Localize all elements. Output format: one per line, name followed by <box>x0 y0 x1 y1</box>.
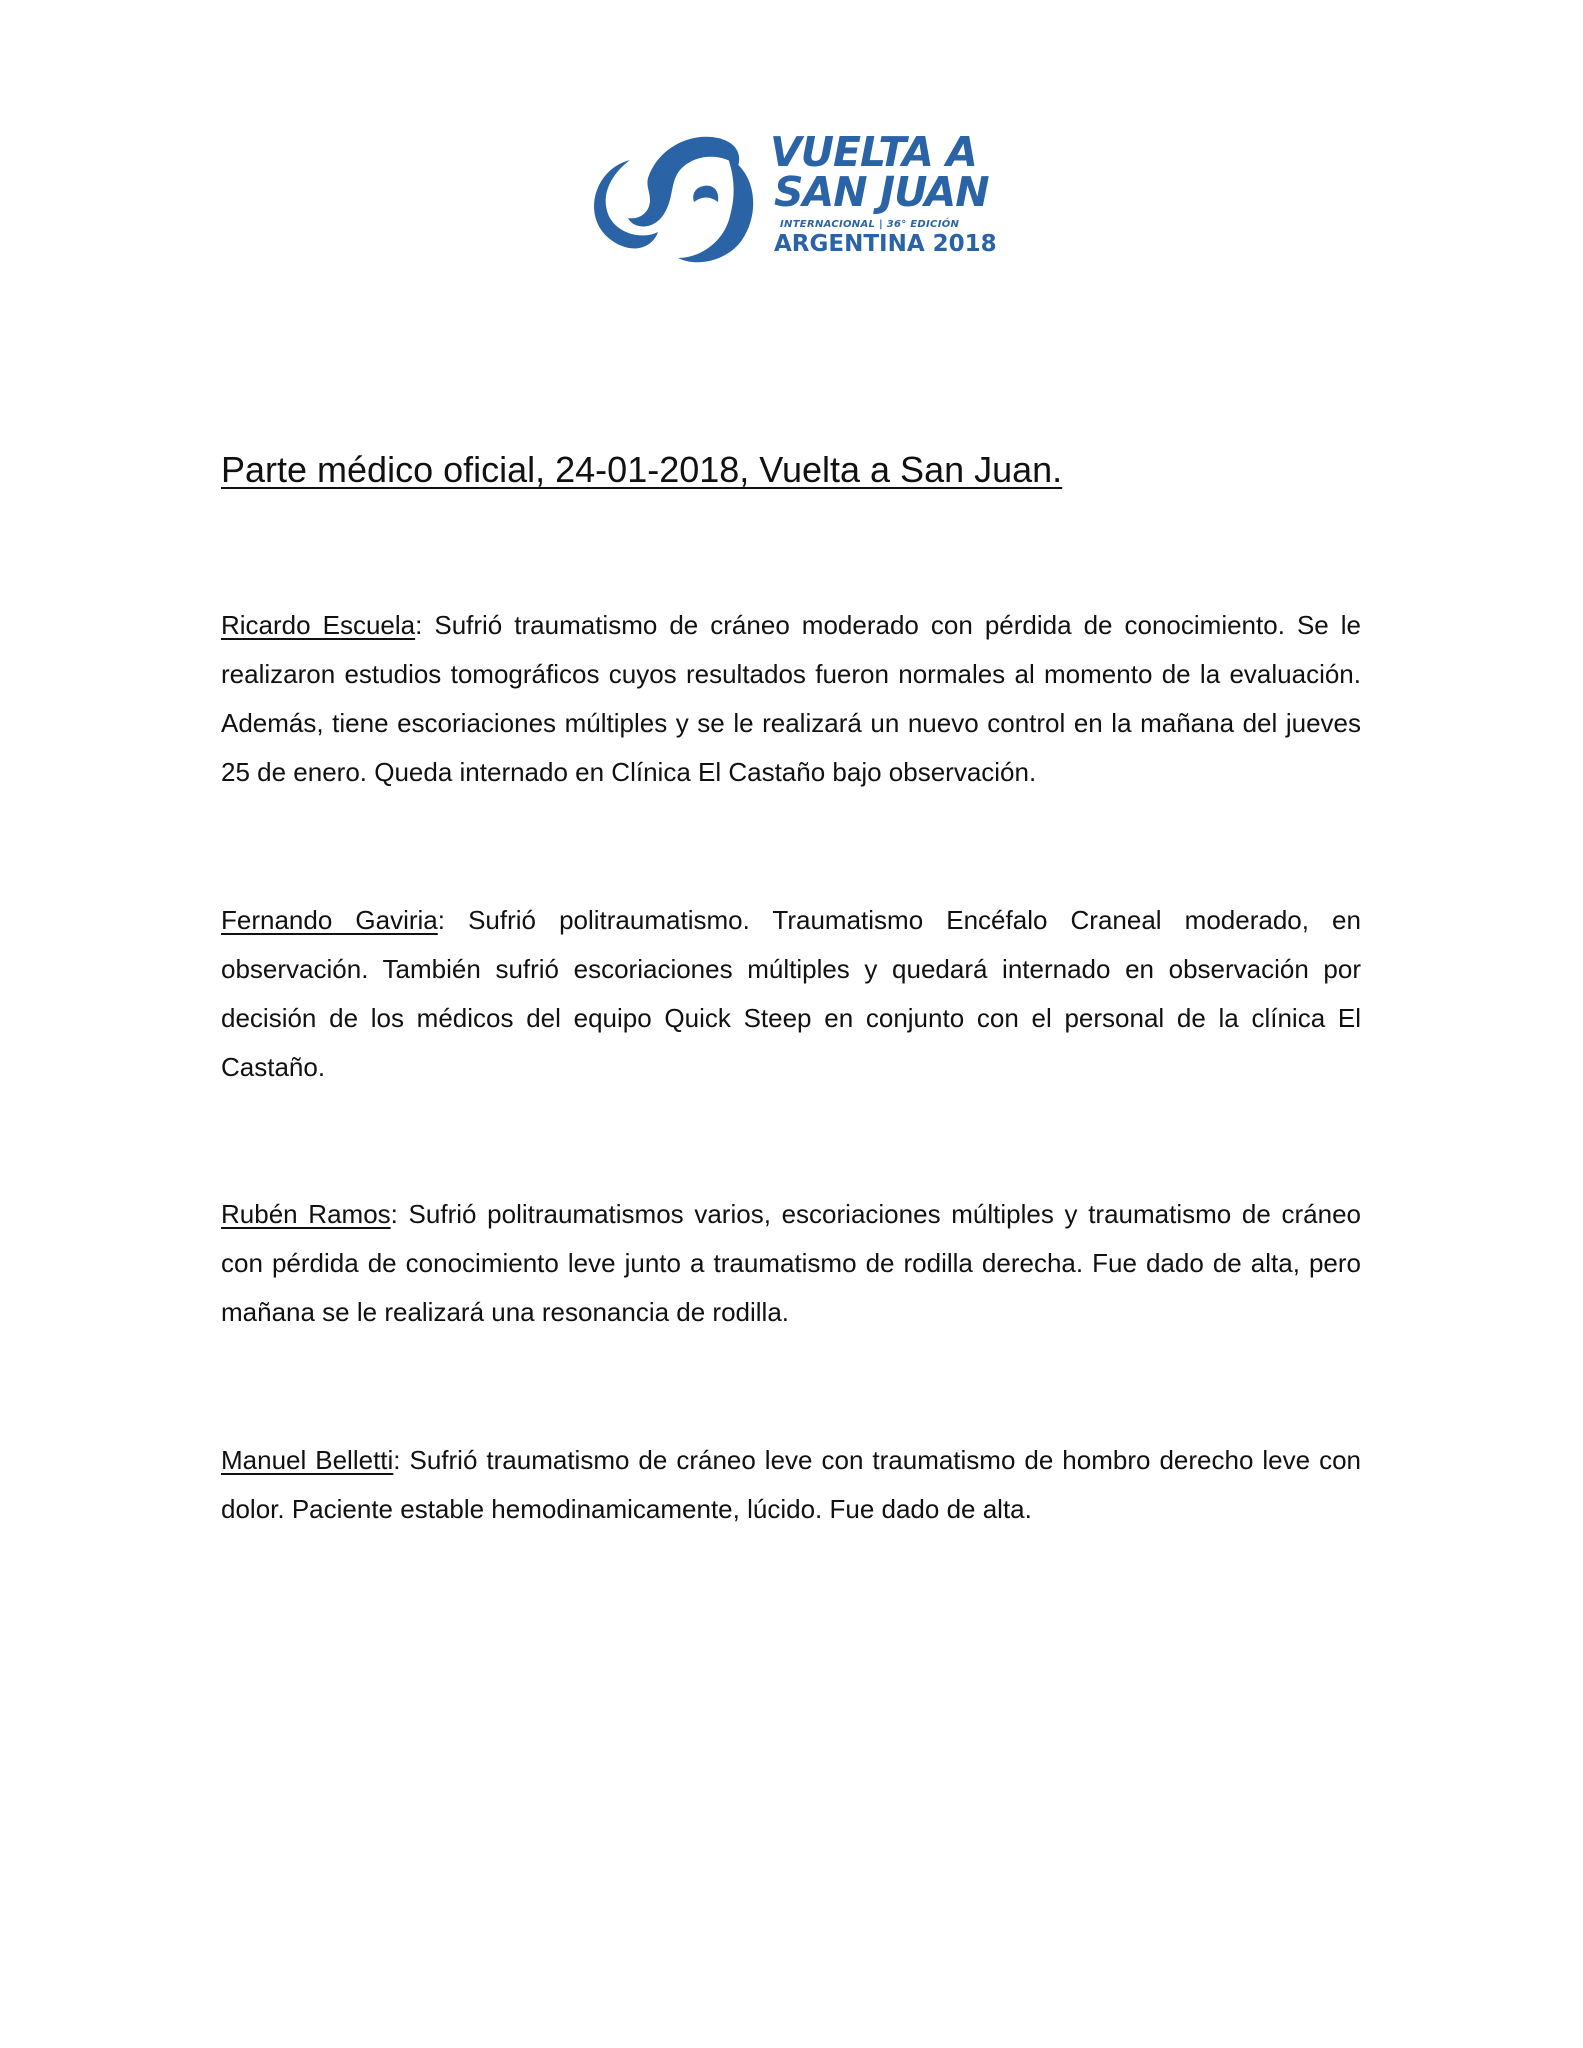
medical-entry <box>221 601 1361 797</box>
logo-line-vuelta: VUELTA A <box>770 128 977 176</box>
event-logo <box>578 118 1008 268</box>
rider-name: Rubén Ramos <box>221 1199 391 1229</box>
rider-report: : Sufrió traumatismo de cráneo moderado con pérdida de conocimiento. Se le realizaron estudios tomográficos cuyos resultados fueron normales al momento de la evaluación. Además, tiene escoriaciones múltiples y se le realizará un nuevo control en la mañana del jueves 25 de enero. Queda internado en Clínica El Castaño bajo observación. <box>221 610 1361 787</box>
document-title: Parte médico oficial, 24-01-2018, Vuelta a San Juan. <box>221 449 1063 490</box>
medical-entry <box>221 896 1361 1092</box>
medical-entry <box>221 1190 1361 1337</box>
rider-report: : Sufrió politraumatismo. Traumatismo Encéfalo Craneal moderado, en observación. También sufrió escoriaciones múltiples y quedará internado en observación por decisión de los médicos del equipo Quick Steep en conjunto con el personal de la clínica El Castaño. <box>221 905 1361 1082</box>
logo-wordmark <box>770 128 1010 257</box>
logo-line-edicion: INTERNACIONAL | 36° EDICIÓN <box>780 219 960 230</box>
logo-line-argentina: ARGENTINA 2018 <box>774 231 997 257</box>
rider-report: : Sufrió politraumatismos varios, escoriaciones múltiples y traumatismo de cráneo con pérdida de conocimiento leve junto a traumatismo de rodilla derecha. Fue dado de alta, pero mañana se le realizará una resonancia de rodilla. <box>221 1199 1361 1327</box>
rider-report: : Sufrió traumatismo de cráneo leve con traumatismo de hombro derecho leve con dolor. Paciente estable hemodinamicamente, lúcido. Fue dado de alta. <box>221 1445 1361 1524</box>
wheel-swoosh-logo-icon <box>578 118 768 268</box>
rider-name: Fernando Gaviria <box>221 905 438 935</box>
rider-name: Manuel Belletti <box>221 1445 394 1475</box>
medical-entry <box>221 1436 1361 1534</box>
rider-name: Ricardo Escuela <box>221 610 416 640</box>
logo-line-san-juan: SAN JUAN <box>774 168 989 216</box>
